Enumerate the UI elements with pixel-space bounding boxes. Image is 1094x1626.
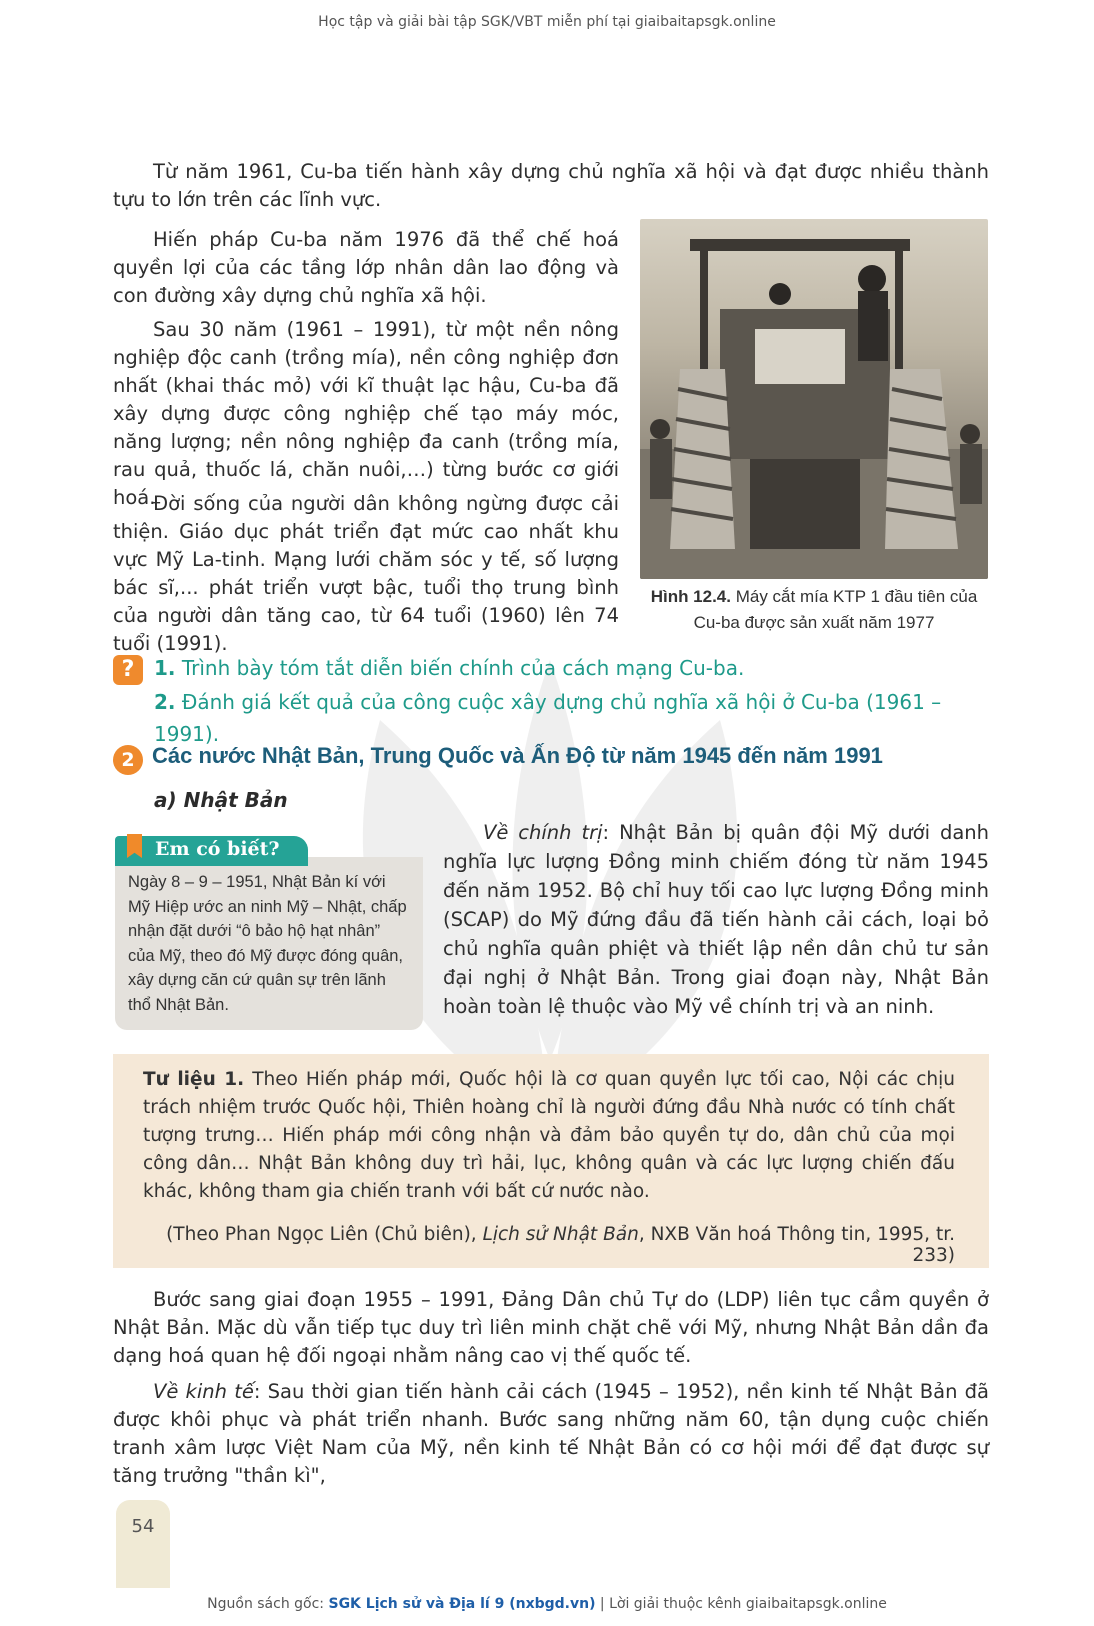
economy-label: Về kinh tế: [153, 1380, 254, 1403]
page-number-tab: [116, 1500, 170, 1588]
citation-book: Lịch sử Nhật Bản: [482, 1224, 639, 1245]
figure-caption: [640, 584, 988, 636]
source-text-block: [143, 1066, 955, 1206]
question-2-number: 2.: [154, 690, 176, 714]
intro-paragraph-1: Từ năm 1961, Cu-ba tiến hành xây dựng chủ nghĩa xã hội và đạt được nhiều thành tựu to lớn trên các lĩnh vực.: [113, 160, 989, 211]
page-number: 54: [131, 1516, 155, 1537]
subsection-title: a) Nhật Bản: [154, 788, 288, 812]
did-you-know-title: Em có biết?: [155, 838, 280, 860]
question-1-number: 1.: [154, 656, 176, 680]
citation-prefix: (Theo Phan Ngọc Liên (Chủ biên),: [166, 1224, 483, 1245]
figure-caption-text: Máy cắt mía KTP 1 đầu tiên của Cu-ba được sản xuất năm 1977: [693, 587, 978, 632]
source-citation: [143, 1224, 955, 1266]
question-icon: ?: [113, 655, 143, 685]
citation-suffix: , NXB Văn hoá Thông tin, 1995, tr. 233): [638, 1224, 955, 1266]
footer-suffix: | Lời giải thuộc kênh giaibaitapsgk.online: [595, 1596, 887, 1612]
question-2: [154, 686, 1004, 750]
question-1-text: Trình bày tóm tắt diễn biến chính của cách mạng Cu-ba.: [175, 656, 745, 680]
body-paragraph-1: Bước sang giai đoạn 1955 – 1991, Đảng Dân chủ Tự do (LDP) liên tục cầm quyền ở Nhật Bản. Mặc dù vẫn tiếp tục duy trì liên minh chặt chẽ với Mỹ, nhưng Nhật Bản dần đa dạng hoá quan hệ đối ngoại nhằm nâng cao vị thế quốc tế.: [113, 1288, 989, 1367]
intro-paragraph-4: Đời sống của người dân không ngừng được cải thiện. Giáo dục phát triển đạt mức cao nhất khu vực Mỹ La-tinh. Mạng lưới chăm sóc y tế, số lượng bác sĩ,... phát triển vượt bậc, tuổi thọ trung bình của người dân tăng cao, từ 64 tuổi (1960) lên 74 tuổi (1991).: [113, 492, 619, 655]
politics-text: : Nhật Bản bị quân đội Mỹ dưới danh nghĩa lực lượng Đồng minh chiếm đóng từ năm 1945 đến năm 1952. Bộ chỉ huy tối cao lực lượng Đồng minh (SCAP) do Mỹ đứng đầu đã tiến hành cải cách, loại bỏ chủ nghĩa quân phiệt và thiết lập nền dân chủ tư sản đại nghị ở Nhật Bản. Trong giai đoạn này, Nhật Bản hoàn toàn lệ thuộc vào Mỹ về chính trị và an ninh.: [443, 821, 990, 1018]
source-text: Theo Hiến pháp mới, Quốc hội là cơ quan quyền lực tối cao, Nội các chịu trách nhiệm trước Quốc hội, Thiên hoàng chỉ là người đứng đầu Nhà nước có tính chất tượng trưng… Hiến pháp mới công nhận và đảm bảo quyền tự do, dân chủ của mọi công dân… Nhật Bản không duy trì hải, lục, không quân và các lực lượng chiến đấu khác, không tham gia chiến tranh với bất cứ nước nào.: [143, 1069, 955, 1202]
did-you-know-text: Ngày 8 – 9 – 1951, Nhật Bản kí với Mỹ Hiệp ước an ninh Mỹ – Nhật, chấp nhận đặt dưới “ô bảo hộ hạt nhân” của Mỹ, theo đó Mỹ được đóng quân, xây dựng căn cứ quân sự trên lãnh thổ Nhật Bản.: [128, 873, 407, 1014]
economy-text: : Sau thời gian tiến hành cải cách (1945 – 1952), nền kinh tế Nhật Bản đã được khôi phục và phát triển nhanh. Bước sang những năm 60, tận dụng cuộc chiến tranh xâm lược Việt Nam của Mỹ, nền kinh tế Nhật Bản có cơ hội mới để đạt được sự tăng trưởng "thần kì",: [113, 1380, 989, 1487]
figure-label: Hình 12.4.: [650, 587, 731, 606]
harvester-photo: [640, 219, 988, 579]
question-1: [154, 652, 994, 684]
source-label: Tư liệu 1.: [143, 1069, 245, 1090]
page-header: Học tập và giải bài tập SGK/VBT miễn phí tại giaibaitapsgk.online: [318, 14, 776, 30]
footer-prefix: Nguồn sách gốc:: [207, 1596, 329, 1612]
economy-paragraph: [113, 1378, 989, 1490]
politics-label: Về chính trị: [483, 821, 603, 844]
intro-paragraph-3: Sau 30 năm (1961 – 1991), từ một nền nông nghiệp độc canh (trồng mía), nền công nghiệp đơn nhất (khai thác mỏ) với kĩ thuật lạc hậu, Cu-ba đã xây dựng được công nghiệp chế tạo máy móc, năng lượng; nền nông nghiệp đa canh (trồng mía, rau quả, thuốc lá, chăn nuôi,…) từng bước cơ giới hoá.: [113, 318, 619, 509]
section-number-badge: 2: [113, 745, 143, 775]
section-title: Các nước Nhật Bản, Trung Quốc và Ấn Độ từ năm 1945 đến năm 1991: [152, 743, 883, 768]
footer-source-link[interactable]: SGK Lịch sử và Địa lí 9 (nxbgd.vn): [328, 1596, 596, 1612]
page-footer: [0, 1596, 1094, 1612]
intro-paragraph-2: Hiến pháp Cu-ba năm 1976 đã thể chế hoá quyền lợi của các tầng lớp nhân dân lao động và con đường xây dựng chủ nghĩa xã hội.: [113, 228, 619, 307]
question-2-text: Đánh giá kết quả của công cuộc xây dựng chủ nghĩa xã hội ở Cu-ba (1961 – 1991).: [154, 690, 942, 746]
politics-paragraph: [443, 818, 989, 1021]
